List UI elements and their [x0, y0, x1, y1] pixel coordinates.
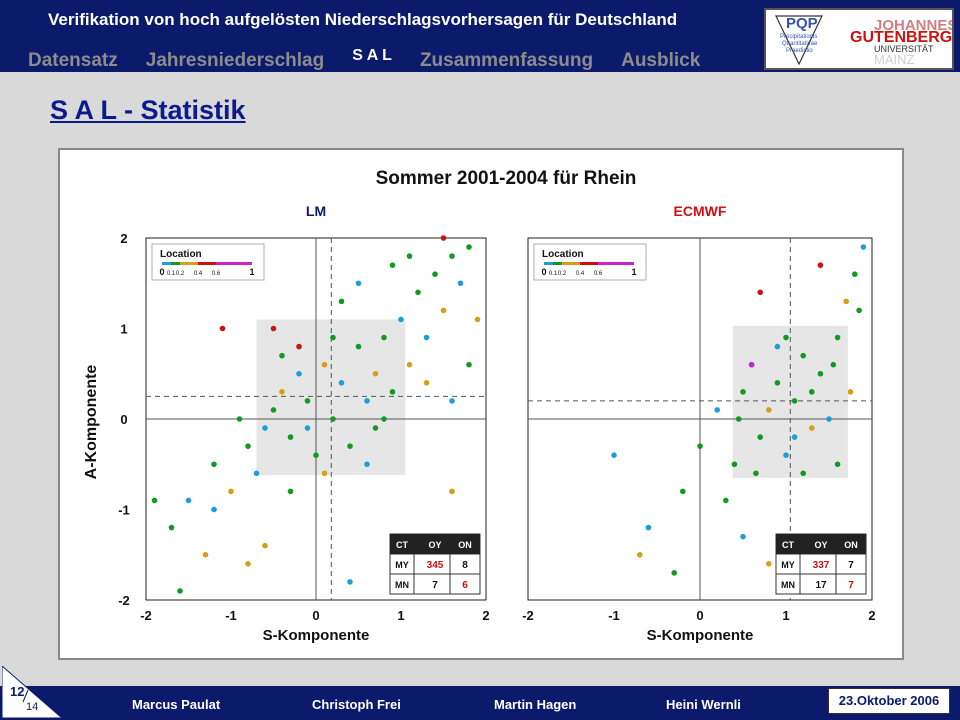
data-point	[449, 398, 455, 404]
iqr-box	[257, 319, 406, 475]
legend-tick-label: 0.6	[593, 271, 603, 277]
data-point	[783, 452, 789, 458]
data-point	[237, 416, 243, 422]
data-point	[449, 253, 455, 259]
legend-color-segment	[580, 262, 598, 265]
header-title: Verifikation von hoch aufgelösten Niederschlagsvorhersagen für Deutschland	[48, 10, 678, 29]
data-point	[475, 317, 481, 323]
data-point	[228, 489, 234, 495]
data-point	[381, 335, 387, 341]
table-header-cell: OY	[428, 540, 442, 550]
chart-title: Sommer 2001-2004 für Rhein	[375, 168, 637, 189]
data-point	[848, 389, 854, 395]
data-point	[322, 471, 328, 477]
data-point	[835, 335, 841, 341]
y-tick-label: -2	[118, 593, 130, 608]
data-point	[818, 262, 824, 268]
table-cell: 345	[426, 560, 444, 571]
table-cell: MY	[781, 560, 795, 570]
data-point	[697, 443, 703, 449]
legend-color-segment	[544, 262, 553, 265]
chart-panel	[58, 148, 904, 660]
author-name: Christoph Frei	[312, 697, 401, 712]
data-point	[271, 407, 277, 413]
data-point	[407, 253, 413, 259]
data-point	[740, 534, 746, 540]
data-point	[296, 371, 302, 377]
data-point	[398, 317, 404, 323]
data-point	[288, 434, 294, 440]
x-axis-label: S-Komponente	[646, 627, 754, 644]
y-tick-label: 0	[120, 412, 128, 427]
x-axis-label: S-Komponente	[262, 627, 370, 644]
data-point	[152, 498, 158, 504]
pqp-logo-icon	[776, 15, 822, 64]
data-point	[432, 271, 438, 277]
data-point	[792, 398, 798, 404]
data-point	[775, 380, 781, 386]
data-point	[637, 552, 643, 558]
data-point	[680, 489, 686, 495]
table-header-cell: OY	[814, 540, 828, 550]
nav-item-datensatz[interactable]: Datensatz	[28, 50, 118, 71]
legend-tick-label: 0.4	[575, 271, 585, 277]
table-header-cell: CT	[782, 540, 794, 550]
data-point	[749, 362, 755, 368]
legend-color-segment	[216, 262, 252, 265]
data-point	[177, 588, 183, 594]
data-point	[800, 353, 806, 359]
x-tick-label: -1	[225, 608, 237, 623]
data-point	[831, 362, 837, 368]
legend-color-segment	[598, 262, 634, 265]
legend-color-segment	[171, 262, 180, 265]
legend-color-segment	[553, 262, 562, 265]
page-number: 12	[10, 684, 25, 699]
legend-tick-label: 0	[541, 267, 547, 277]
legend-tick-label: 1	[249, 267, 255, 277]
author-name: Heini Wernli	[666, 697, 741, 712]
table-cell: 8	[462, 560, 468, 571]
data-point	[381, 416, 387, 422]
table-cell: MN	[781, 580, 795, 590]
data-point	[220, 326, 226, 332]
logo-box	[764, 8, 954, 70]
nav-bar	[28, 47, 728, 72]
legend-tick-label: 1	[631, 267, 637, 277]
data-point	[390, 389, 396, 395]
data-point	[347, 579, 353, 585]
legend-tick-label: 0.2	[175, 271, 185, 277]
data-point	[852, 271, 858, 277]
data-point	[835, 461, 841, 467]
table-cell: 7	[848, 560, 854, 571]
data-point	[856, 308, 862, 314]
data-point	[740, 389, 746, 395]
data-point	[809, 389, 815, 395]
logos	[766, 10, 952, 68]
panel-subtitle: ECMWF	[673, 203, 727, 219]
data-point	[339, 299, 345, 305]
table-cell: 6	[462, 580, 468, 591]
date-badge: 23.Oktober 2006	[828, 688, 950, 714]
data-point	[279, 389, 285, 395]
x-tick-label: 1	[397, 608, 405, 623]
data-point	[356, 280, 362, 286]
data-point	[757, 434, 763, 440]
data-point	[441, 308, 447, 314]
legend-tick-label: 0.1	[166, 271, 176, 277]
data-point	[245, 561, 251, 567]
data-point	[347, 443, 353, 449]
data-point	[305, 398, 311, 404]
table-cell: 337	[812, 560, 830, 571]
data-point	[458, 280, 464, 286]
data-point	[330, 416, 336, 422]
legend-tick-label: 0.6	[211, 271, 221, 277]
data-point	[441, 235, 447, 241]
legend-tick-label: 0.4	[193, 271, 203, 277]
data-point	[843, 299, 849, 305]
data-point	[296, 344, 302, 350]
data-point	[646, 525, 652, 531]
data-point	[466, 244, 472, 250]
data-point	[279, 353, 285, 359]
data-point	[671, 570, 677, 576]
data-point	[757, 290, 763, 296]
y-tick-label: 1	[120, 321, 128, 337]
page-total: 14	[26, 701, 39, 713]
data-point	[373, 425, 379, 431]
table-header-cell: ON	[458, 540, 472, 550]
data-point	[211, 507, 217, 513]
table-cell: MN	[395, 580, 409, 590]
svg-text:MAINZ: MAINZ	[874, 52, 915, 67]
data-point	[305, 425, 311, 431]
data-point	[783, 335, 789, 341]
data-point	[322, 362, 328, 368]
table-cell: MY	[395, 560, 409, 570]
x-tick-label: 1	[782, 608, 790, 623]
table-header-cell: CT	[396, 540, 408, 550]
y-tick-label: -1	[118, 502, 130, 518]
x-tick-label: -2	[522, 608, 534, 623]
legend-color-segment	[562, 262, 580, 265]
svg-text:Precipitationis: Precipitationis	[780, 34, 818, 40]
page-counter	[2, 666, 62, 718]
x-tick-label: -1	[608, 608, 620, 623]
data-point	[356, 344, 362, 350]
data-point	[766, 407, 772, 413]
data-point	[611, 452, 617, 458]
data-point	[736, 416, 742, 422]
data-point	[186, 498, 192, 504]
data-point	[732, 461, 738, 467]
table-cell: 17	[815, 580, 827, 591]
nav-item-jahresniederschlag[interactable]: Jahresniederschlag	[145, 50, 325, 71]
legend-title: Location	[160, 249, 202, 260]
table-cell: 7	[848, 580, 854, 591]
x-tick-label: 2	[482, 608, 490, 623]
data-point	[211, 461, 217, 467]
data-point	[313, 452, 319, 458]
table-cell: 7	[432, 580, 438, 591]
data-point	[245, 443, 251, 449]
data-point	[818, 371, 824, 377]
data-point	[424, 380, 430, 386]
legend-tick-label: 0.2	[557, 271, 567, 277]
data-point	[373, 371, 379, 377]
page-title: S A L - Statistik	[50, 95, 246, 125]
data-point	[254, 471, 260, 477]
data-point	[203, 552, 209, 558]
data-point	[449, 489, 455, 495]
table-header-cell: ON	[844, 540, 858, 550]
svg-text:PQP: PQP	[786, 15, 818, 32]
nav-item-ausblick[interactable]: Ausblick	[621, 50, 701, 71]
data-point	[415, 290, 421, 296]
x-tick-label: 0	[696, 608, 704, 623]
data-point	[169, 525, 175, 531]
data-point	[792, 434, 798, 440]
sal-scatter-chart	[60, 150, 902, 658]
data-point	[809, 425, 815, 431]
data-point	[826, 416, 832, 422]
data-point	[330, 335, 336, 341]
legend-color-segment	[198, 262, 216, 265]
legend-color-segment	[162, 262, 171, 265]
data-point	[364, 461, 370, 467]
data-point	[466, 362, 472, 368]
data-point	[339, 380, 345, 386]
svg-text:GUTENBERG: GUTENBERG	[850, 29, 952, 46]
legend-tick-label: 0.1	[548, 271, 558, 277]
data-point	[424, 335, 430, 341]
legend-tick-label: 0	[159, 267, 165, 277]
uni-mainz-logo-icon	[850, 17, 952, 67]
data-point	[262, 543, 268, 549]
data-point	[800, 471, 806, 477]
data-point	[364, 398, 370, 404]
data-point	[723, 498, 729, 504]
nav-item-sal[interactable]: S A L	[352, 47, 392, 64]
y-tick-label: 2	[120, 231, 128, 246]
data-point	[861, 244, 867, 250]
data-point	[753, 471, 759, 477]
data-point	[714, 407, 720, 413]
nav-item-zusammenfassung[interactable]: Zusammenfassung	[419, 50, 594, 71]
svg-text:JOHANNES: JOHANNES	[874, 17, 952, 34]
legend-color-segment	[180, 262, 198, 265]
data-point	[766, 561, 772, 567]
x-tick-label: -2	[140, 608, 152, 623]
author-name: Martin Hagen	[494, 697, 577, 712]
y-axis-label: A-Komponente	[83, 364, 100, 480]
data-point	[271, 326, 277, 332]
author-name: Marcus Paulat	[132, 697, 221, 712]
svg-text:Quantitativae: Quantitativae	[782, 41, 818, 47]
data-point	[390, 262, 396, 268]
data-point	[262, 425, 268, 431]
x-tick-label: 2	[868, 608, 876, 623]
data-point	[288, 489, 294, 495]
data-point	[407, 362, 413, 368]
data-point	[775, 344, 781, 350]
legend-title: Location	[542, 249, 584, 260]
panel-subtitle: LM	[305, 203, 327, 219]
x-tick-label: 0	[312, 608, 320, 623]
svg-text:UNIVERSITÄT: UNIVERSITÄT	[874, 44, 934, 54]
svg-text:Praedictio: Praedictio	[786, 48, 813, 54]
